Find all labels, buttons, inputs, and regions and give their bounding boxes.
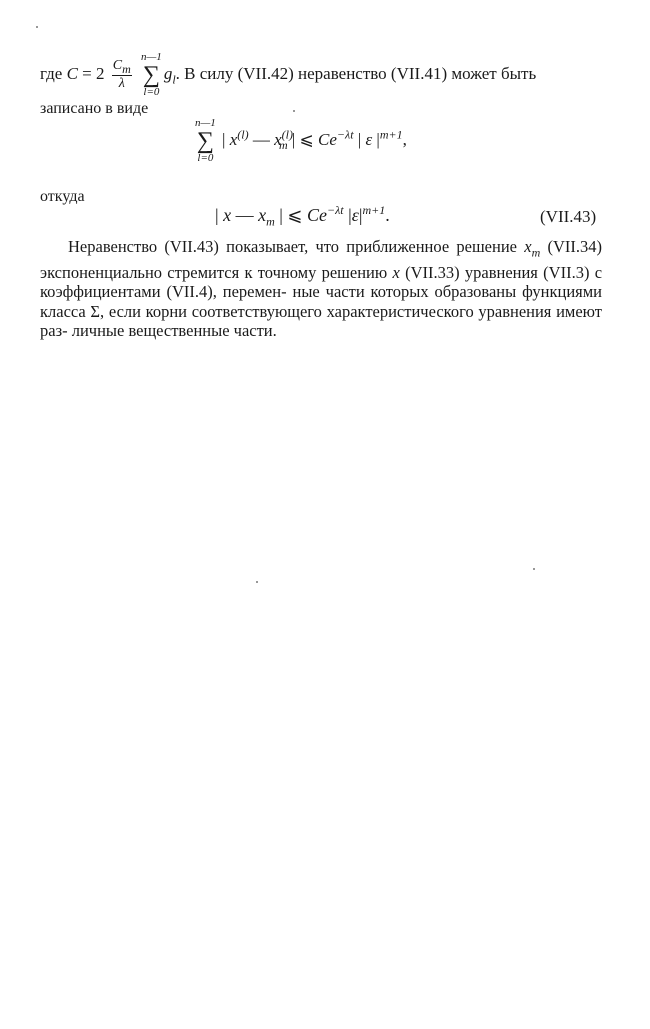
formula1-xm-subscript: m	[278, 138, 288, 153]
formula2-Ce: Ce	[306, 205, 327, 225]
fraction-Cm-over-lambda	[112, 59, 132, 92]
fraction-denominator: λ	[118, 76, 125, 92]
formula1-summation	[195, 118, 216, 164]
scan-speck	[36, 26, 38, 28]
formula2-trail: .	[385, 205, 390, 225]
formula1-sum-lower: l=0	[197, 152, 214, 164]
scan-speck	[293, 110, 295, 112]
text-line-written-as: записано в виде	[40, 100, 149, 117]
paragraph-line-4: ные части которых образованы функциями класса Σ, если корни	[40, 282, 603, 321]
equals-two: = 2	[82, 63, 105, 83]
formula1-epsilon: ε	[365, 129, 373, 149]
paragraph-line-5: соответствующего характеристического уравнения имеют раз-	[40, 301, 602, 341]
formula1-minus: —	[252, 129, 270, 149]
formula2-bar-left: |	[215, 205, 224, 225]
sigma-symbol: ∑	[142, 62, 160, 88]
formula1-bar-right: |	[291, 129, 300, 149]
formula1-sum-upper: n—1	[195, 117, 216, 129]
formula1-xm-superscript: (l)	[281, 127, 293, 142]
symbol-g-index: l	[172, 72, 176, 87]
formula2-xm-subscript: m	[266, 214, 275, 229]
formula2-bar-right: |	[274, 205, 283, 225]
formula1-eps-bar-left: |	[357, 129, 366, 149]
line1-continuation: . В силу (VII.42) неравенство (VII.41) может быть	[175, 63, 537, 83]
formula1-sigma: ∑	[196, 128, 214, 154]
paragraph-line-1: Неравенство (VII.43) показывает, что приближенное решение	[68, 237, 517, 256]
formula2-exponent: −λt	[326, 203, 344, 217]
equation-number: (VII.43)	[540, 207, 597, 226]
scan-speck	[256, 581, 258, 583]
formula2-x: x	[223, 205, 232, 225]
formula1-eps-bar-right: |	[372, 129, 380, 149]
formula-vii-43	[215, 203, 390, 230]
paragraph-line-3: (VII.33) уравнения (VII.3) с коэффициентами (VII.4), перемен-	[40, 262, 603, 302]
paragraph-line-6: личные вещественные части.	[71, 321, 277, 341]
paragraph-line-2: (VII.34) экспоненциально стремится к точному решению	[40, 237, 603, 282]
paragraph-conclusion	[40, 237, 602, 341]
formula2-eps-bar-right: |	[358, 205, 363, 225]
formula1-exponent: −λt	[336, 127, 354, 142]
paragraph-x: x	[392, 262, 400, 282]
formula1-x-superscript: (l)	[237, 127, 249, 142]
sum-upper-limit: n—1	[141, 51, 162, 63]
formula1-leq: ⩽	[299, 129, 314, 149]
formula2-xm: x	[258, 205, 267, 225]
formula-sum-inequality	[193, 118, 407, 164]
formula1-trail: ,	[402, 129, 407, 149]
formula2-eps-bar-left: |	[348, 205, 352, 225]
formula1-power: m+1	[379, 127, 403, 142]
summation-operator	[141, 52, 162, 98]
formula1-bar-left: |	[222, 129, 230, 149]
symbol-g: g	[163, 63, 173, 83]
text-word-whence: откуда	[40, 188, 85, 205]
formula2-power: m+1	[362, 203, 386, 217]
paragraph-x-m-subscript: m	[531, 245, 541, 260]
paragraph-x-m: x	[524, 237, 532, 256]
formula2-minus: —	[235, 205, 254, 225]
scan-speck	[533, 568, 535, 570]
formula2-epsilon: ε	[351, 205, 359, 225]
symbol-C: C	[66, 63, 78, 83]
text-line-definition	[40, 52, 536, 98]
formula2-leq: ⩽	[287, 205, 303, 225]
fraction-numerator: $C_m$	[112, 57, 131, 76]
formula1-x: x	[229, 129, 238, 149]
word-where: где	[40, 63, 63, 83]
formula1-xm: x	[274, 129, 282, 149]
formula1-Ce: Ce	[318, 129, 337, 149]
sum-lower-limit: l=0	[143, 86, 160, 98]
